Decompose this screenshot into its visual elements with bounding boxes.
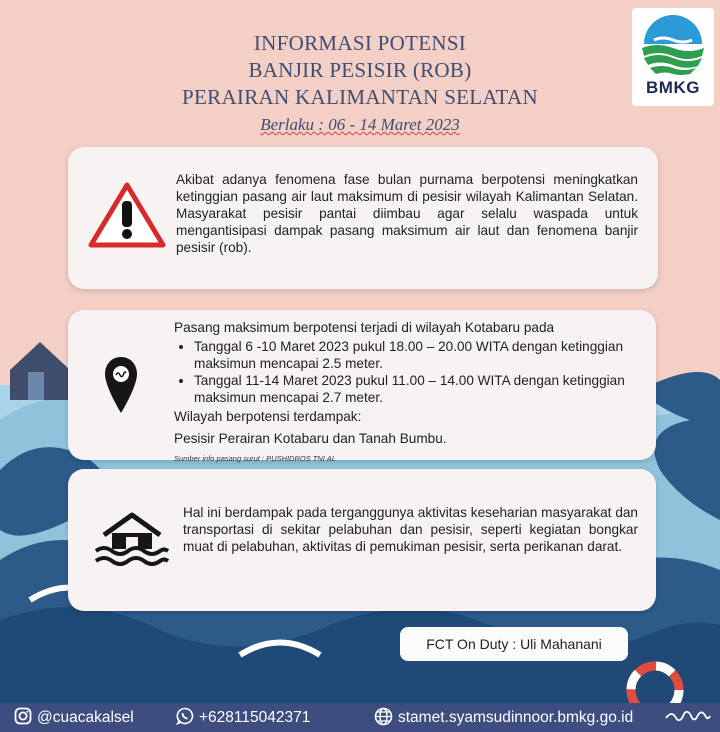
tide-schedule-item-1: • Tanggal 6 -10 Maret 2023 pukul 18.00 – 20.00 WITA dengan ketinggian maksimun mencapai 2.5 meter. — [194, 338, 638, 372]
warning-text: Akibat adanya fenomena fase bulan purnama berpotensi meningkatkan ketinggian pasang air laut maksimum di pesisir wilayah Kalimantan Selatan. Masyarakat pesisir pantai diimbau agar selalu waspada untuk mengantisipasi dampak pasang maksimum air laut dan fenomena banjir pesisir (rob). — [176, 172, 638, 255]
footer-phone[interactable] — [176, 703, 310, 732]
validity-period: Berlaku : 06 - 14 Maret 2023 — [260, 115, 460, 134]
whatsapp-icon — [176, 707, 194, 725]
title-line-1: INFORMASI POTENSI — [253, 31, 467, 55]
tide-schedule-item-2: • Tanggal 11-14 Maret 2023 pukul 11.00 – 14.00 WITA dengan ketinggian maksimun mencapai 2.7 meter. — [194, 372, 638, 406]
title-line-2: BANJIR PESISIR (ROB) — [248, 58, 472, 82]
tide-source: Sumber info pasang surut : PUSHIDROS TNI AL — [174, 454, 336, 463]
instagram-handle: @cuacakalsel — [37, 709, 134, 726]
fct-on-duty: FCT On Duty : Uli Mahanani — [400, 627, 628, 661]
title-line-3: PERAIRAN KALIMANTAN SELATAN — [182, 85, 538, 109]
logo-text: BMKG — [646, 78, 700, 97]
tide-card — [68, 310, 656, 463]
page-title — [170, 30, 550, 135]
footer-bar — [0, 703, 720, 732]
footer-instagram[interactable] — [14, 703, 134, 732]
bmkg-emblem-icon — [632, 8, 714, 80]
impact-text: Hal ini berdampak pada terganggunya aktivitas keseharian masyarakat dan transportasi di sekitar pelabuhan dan pesisir, seperti kegiatan bongkar muat di pelabuhan, aktivitas di pemukiman pesisir, serta perikanan darat. — [183, 505, 638, 554]
warning-triangle-icon — [88, 181, 166, 249]
website-url: stamet.syamsudinnoor.bmkg.go.id — [398, 709, 634, 726]
tide-intro: Pasang maksimum berpotensi terjadi di wilayah Kotabaru pada — [174, 320, 555, 335]
affected-label: Wilayah berpotensi terdampak: — [174, 409, 362, 424]
globe-icon — [374, 707, 393, 726]
tide-schedule-list — [174, 338, 638, 406]
instagram-icon — [14, 707, 32, 725]
bmkg-logo — [632, 8, 714, 106]
signature-logo-icon — [664, 706, 712, 724]
phone-number: +628115042371 — [199, 709, 311, 726]
location-pin-icon — [104, 355, 138, 417]
flooded-house-icon — [94, 511, 170, 569]
footer-website[interactable] — [374, 703, 633, 732]
impact-card — [68, 469, 656, 611]
affected-areas: Pesisir Perairan Kotabaru dan Tanah Bumbu. — [174, 431, 447, 446]
warning-card — [68, 147, 658, 289]
tide-text — [174, 319, 638, 467]
